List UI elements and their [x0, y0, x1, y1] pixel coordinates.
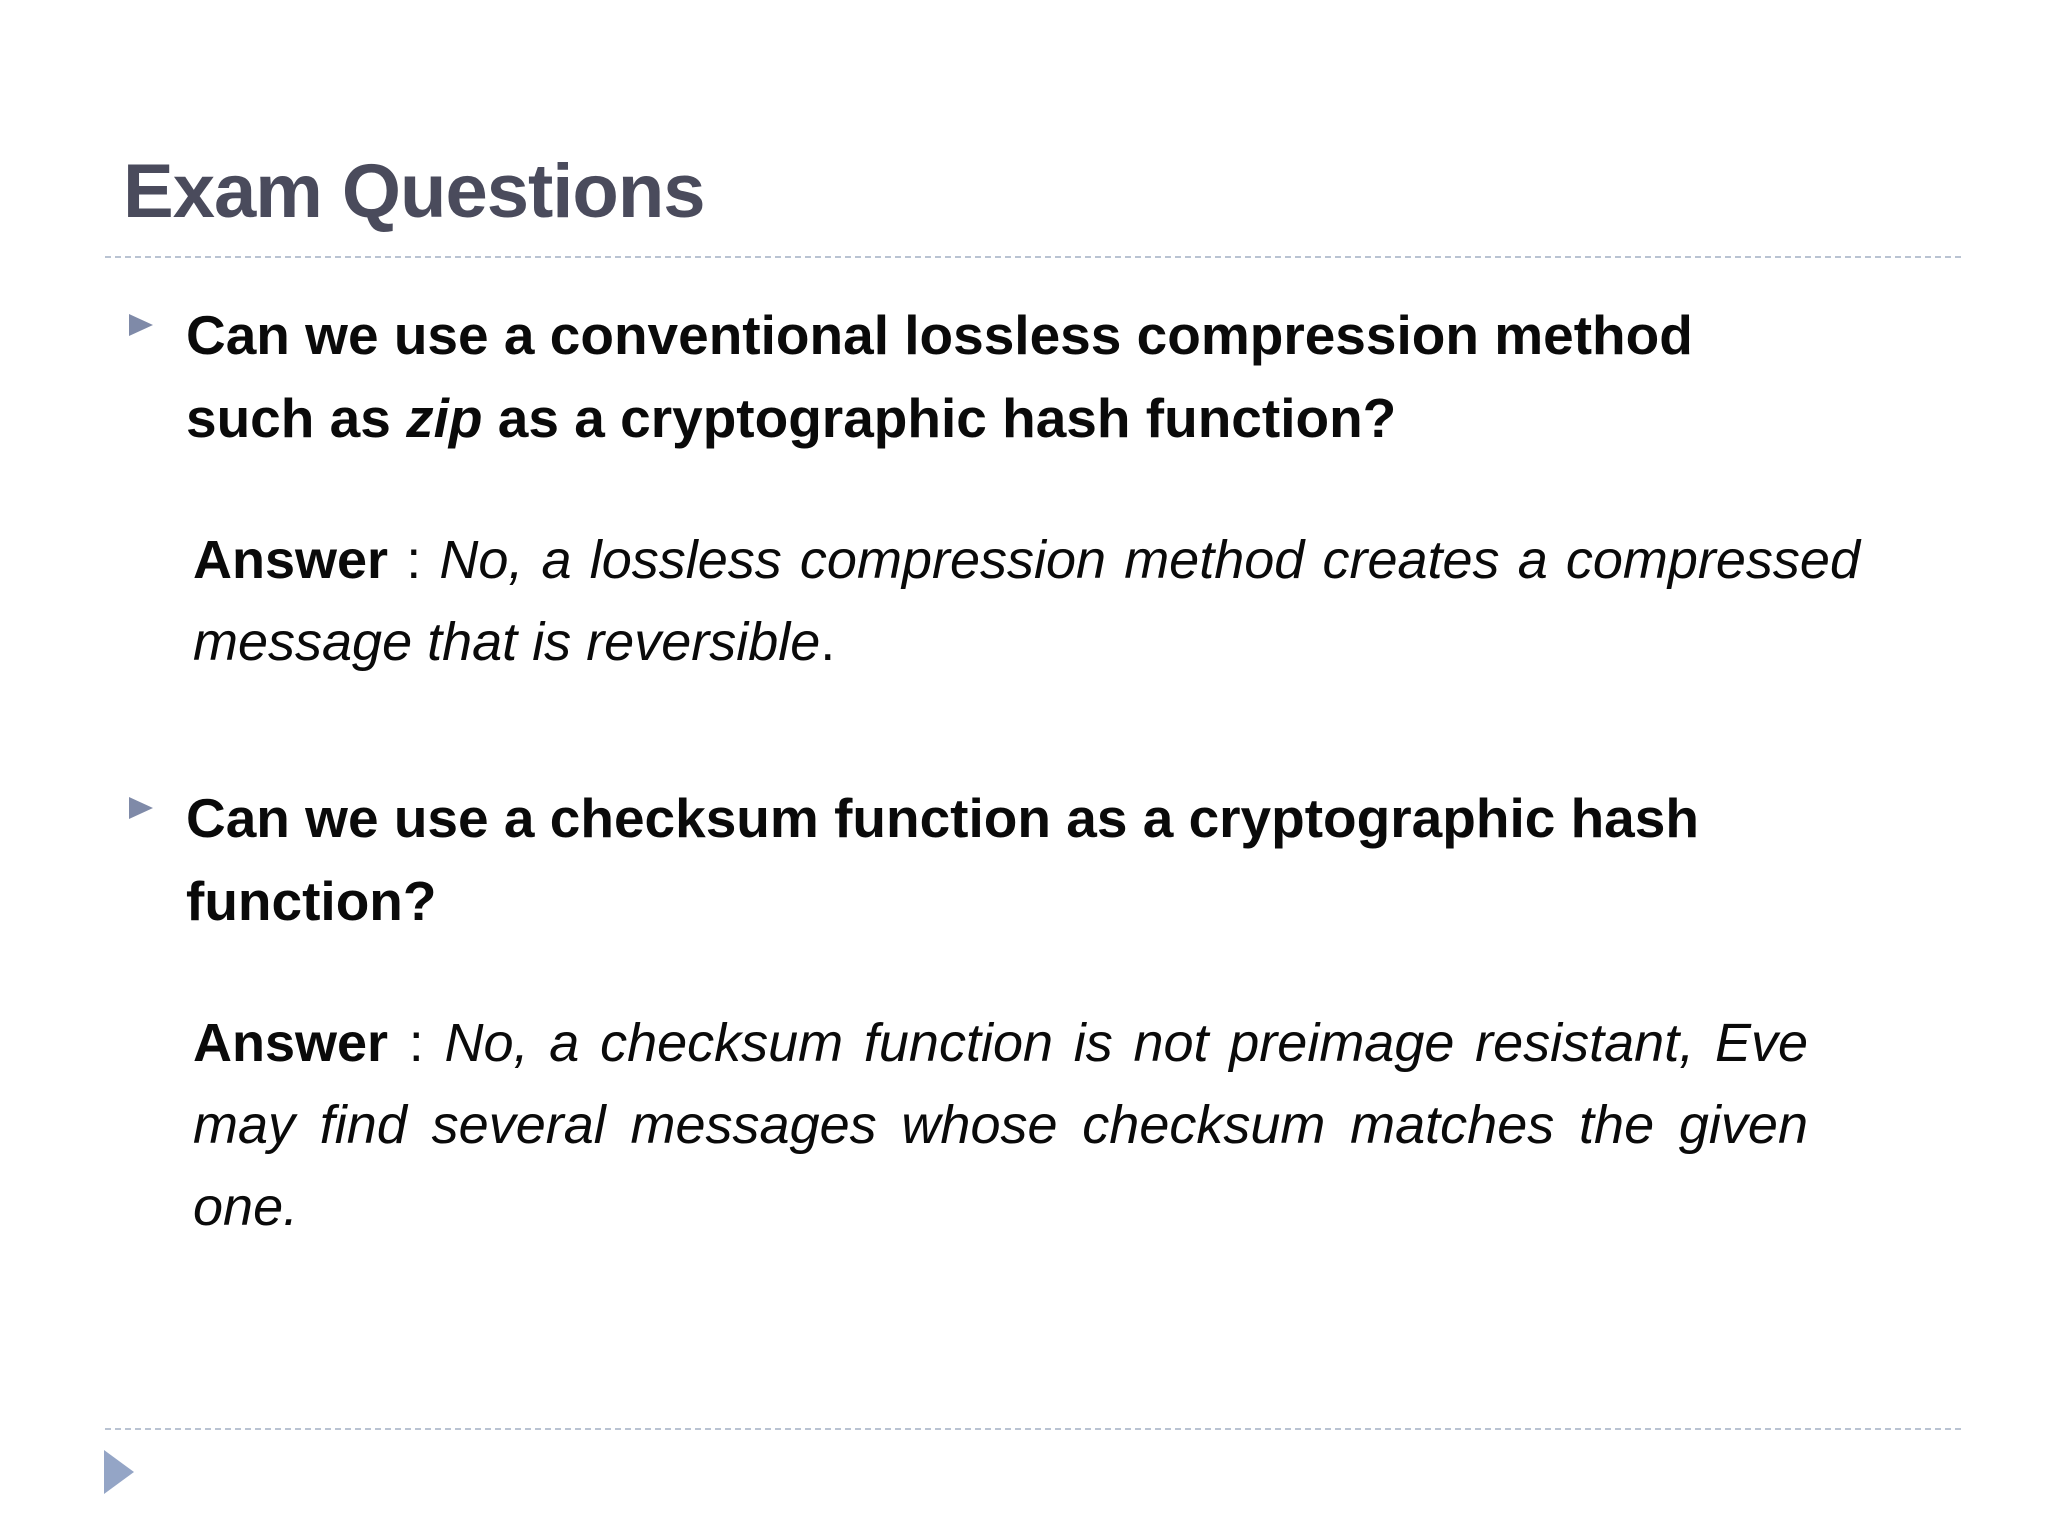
answer-1 — [193, 519, 1860, 683]
title-divider — [105, 256, 1961, 258]
answer-1-label: Answer — [193, 530, 389, 590]
answer-2-label: Answer — [193, 1013, 389, 1073]
question-1 — [186, 294, 1826, 460]
slide-title: Exam Questions — [123, 149, 705, 234]
answer-2-separator: : — [388, 1013, 445, 1073]
answer-1-text: No, a lossless compression method creates a compressed message that is reversible — [193, 530, 1860, 672]
next-slide-arrow-icon[interactable] — [104, 1450, 134, 1494]
answer-2-text: No, a checksum function is not preimage resistant, Eve may find several messages whose checksum matches the given one. — [193, 1013, 1808, 1237]
answer-1-period: . — [820, 612, 836, 672]
question-2: Can we use a checksum function as a cryptographic hash function? — [186, 787, 1699, 932]
question-1-emphasis: zip — [406, 387, 483, 449]
question-1-text-start: Can we use a conventional lossless compression method such as — [186, 304, 1693, 449]
answer-1-separator: : — [388, 530, 440, 590]
footer-divider — [105, 1428, 1961, 1430]
triangle-bullet-icon — [129, 314, 153, 336]
triangle-bullet-icon — [129, 797, 153, 819]
question-1-text-end: as a cryptographic hash function? — [482, 387, 1397, 449]
answer-2 — [193, 1002, 1808, 1248]
